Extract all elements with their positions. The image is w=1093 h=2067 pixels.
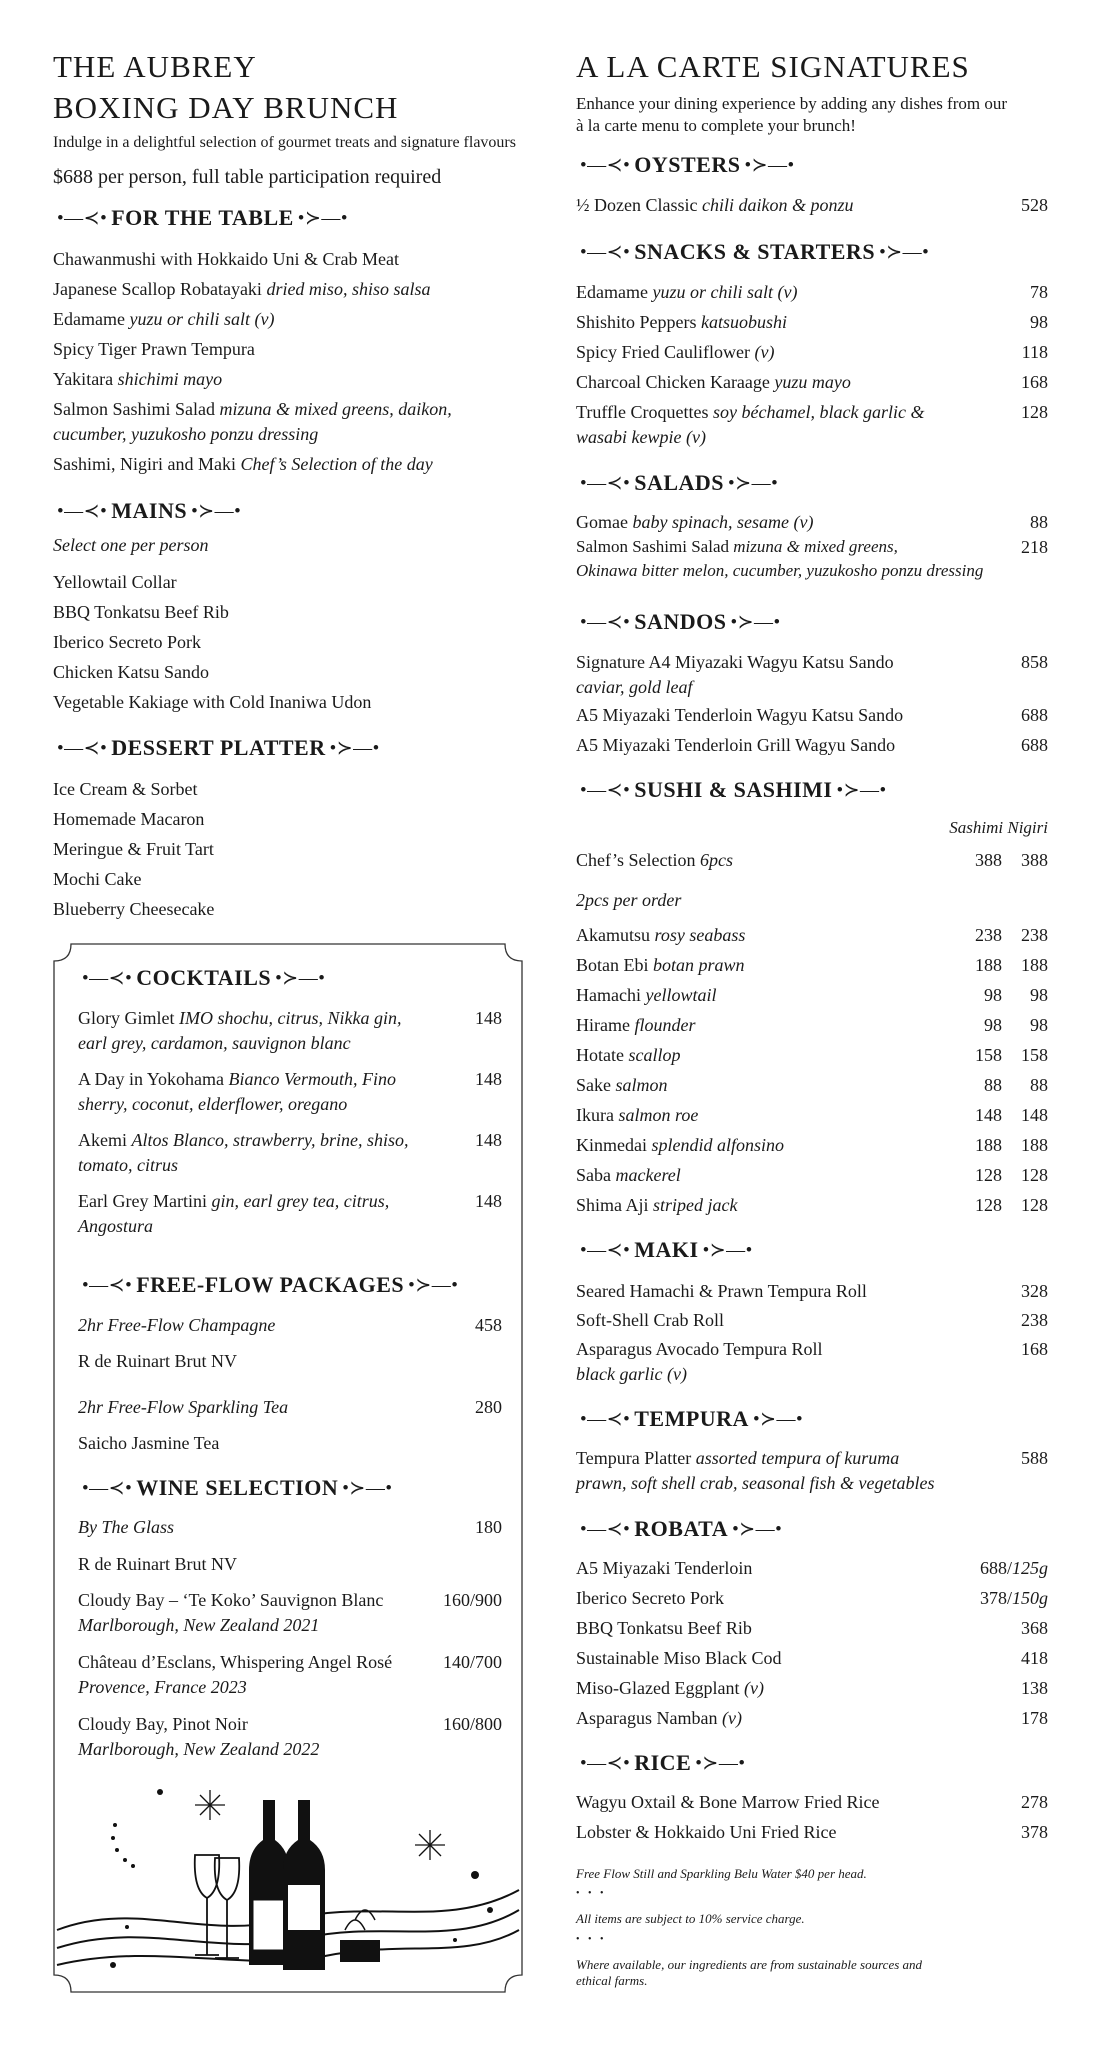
section-heading-dessert: •—≺• DESSERT PLATTER •≻—• — [57, 735, 380, 760]
free-flow-package-1-item: R de Ruinart Brut NV — [78, 1351, 237, 1371]
list-item: Chawanmushi with Hokkaido Uni & Crab Meat — [53, 249, 399, 269]
list-item: A5 Miyazaki Tenderloin 688/125g — [576, 1558, 1048, 1578]
section-heading-snacks: •—≺• SNACKS & STARTERS •≻—• — [580, 239, 930, 264]
section-heading-wine: •—≺• WINE SELECTION •≻—• — [82, 1475, 393, 1500]
brunch-title: THE AUBREY BOXING DAY BRUNCH — [53, 49, 399, 125]
cocktails-list — [78, 1006, 502, 1239]
section-heading-sandos: •—≺• SANDOS •≻—• — [580, 609, 781, 634]
section-heading-rice: •—≺• RICE •≻—• — [580, 1750, 746, 1775]
a-la-carte-title: A LA CARTE SIGNATURES — [576, 49, 970, 84]
list-item: Spicy Tiger Prawn Tempura — [53, 339, 255, 359]
salads-list — [576, 510, 1048, 583]
mains-list — [53, 570, 528, 715]
list-item: Hirame flounder 98 98 — [576, 1015, 1048, 1035]
list-item: Wagyu Oxtail & Bone Marrow Fried Rice 278 — [576, 1792, 1048, 1812]
list-item: Tempura Platter assorted tempura of kuruma prawn, soft shell crab, seasonal fish & vegetables 588 — [576, 1448, 1048, 1493]
list-item: Charcoal Chicken Karaage yuzu mayo 168 — [576, 372, 1048, 392]
list-item: Château d’Esclans, Whispering Angel Rosé Provence, France 2023 140/700 — [78, 1652, 502, 1697]
section-heading-robata: •—≺• ROBATA •≻—• — [580, 1516, 783, 1541]
list-item: Chicken Katsu Sando — [53, 662, 209, 682]
list-item: Yakitara shichimi mayo — [53, 369, 223, 389]
list-item: Miso-Glazed Eggplant (v) 138 — [576, 1678, 1048, 1698]
section-heading-oysters: •—≺• OYSTERS •≻—• — [580, 152, 795, 177]
list-item: ½ Dozen Classic chili daikon & ponzu 528 — [576, 195, 1048, 215]
section-heading-salads: •—≺• SALADS •≻—• — [580, 470, 779, 495]
list-item: Gomae baby spinach, sesame (v) 88 — [576, 512, 1048, 532]
sourcing-note: Where available, our ingredients are from sustainable sources and ethical farms. — [576, 1957, 923, 1988]
list-item: Botan Ebi botan prawn 188 188 — [576, 955, 1048, 975]
list-item: Mochi Cake — [53, 869, 142, 889]
list-item: Shishito Peppers katsuobushi 98 — [576, 312, 1048, 332]
a-la-carte-intro: Enhance your dining experience by adding any dishes from our à la carte menu to complete your brunch! — [576, 94, 1008, 135]
list-item: Saba mackerel 128 128 — [576, 1165, 1048, 1185]
free-flow-package-1: 2hr Free-Flow Champagne 458 — [78, 1315, 502, 1335]
service-charge-note: All items are subject to 10% service charge. — [576, 1911, 805, 1926]
list-item: Cloudy Bay – ‘Te Koko’ Sauvignon Blanc Marlborough, New Zealand 2021 160/900 — [78, 1590, 502, 1635]
section-heading-mains: •—≺• MAINS •≻—• — [57, 498, 242, 523]
list-item: Asparagus Namban (v) 178 — [576, 1708, 1048, 1728]
list-item: Edamame yuzu or chili salt (v) — [53, 309, 275, 329]
list-item: Glory Gimlet IMO shochu, citrus, Nikka gin, earl grey, cardamon, sauvignon blanc 148 — [78, 1008, 502, 1053]
list-item: Salmon Sashimi Salad mizuna & mixed greens, daikon, cucumber, yuzukosho ponzu dressing — [53, 399, 452, 444]
note-divider: • • • — [576, 1888, 607, 1899]
list-item: Shima Aji striped jack 128 128 — [576, 1195, 1048, 1215]
list-item: Yellowtail Collar — [53, 572, 177, 592]
sushi-per-order-note: 2pcs per order — [576, 890, 682, 910]
wine-list — [78, 1588, 502, 1762]
sushi-list — [576, 923, 1048, 1218]
list-item: BBQ Tonkatsu Beef Rib — [53, 602, 229, 622]
list-item: Sustainable Miso Black Cod 418 — [576, 1648, 1048, 1668]
brunch-subtitle: Indulge in a delightful selection of gourmet treats and signature flavours — [53, 134, 516, 151]
list-item: Iberico Secreto Pork 378/150g — [576, 1588, 1048, 1608]
wine-by-glass: By The Glass 180 — [78, 1517, 502, 1537]
note-divider: • • • — [576, 1934, 607, 1945]
list-item: Edamame yuzu or chili salt (v) 78 — [576, 282, 1048, 302]
maki-list — [576, 1279, 1048, 1387]
free-flow-package-2-item: Saicho Jasmine Tea — [78, 1433, 220, 1453]
sandos-list — [576, 650, 1048, 758]
mains-note: Select one per person — [53, 535, 209, 555]
list-item: Japanese Scallop Robatayaki dried miso, shiso salsa — [53, 279, 431, 299]
list-item: Soft-Shell Crab Roll 238 — [576, 1310, 1048, 1330]
list-item: Spicy Fried Cauliflower (v) 118 — [576, 342, 1048, 362]
wine-bottles-illustration — [55, 1780, 521, 1990]
list-item: Homemade Macaron — [53, 809, 205, 829]
list-item: A5 Miyazaki Tenderloin Wagyu Katsu Sando 688 — [576, 705, 1048, 725]
dessert-list — [53, 777, 528, 922]
list-item: Sashimi, Nigiri and Maki Chef’s Selection of the day — [53, 454, 433, 474]
sushi-column-headers: Sashimi Nigiri — [949, 818, 1048, 837]
sushi-chef-selection: Chef’s Selection 6pcs 388 388 — [576, 850, 1048, 870]
list-item: Earl Grey Martini gin, earl grey tea, citrus, Angostura 148 — [78, 1191, 502, 1236]
brunch-price-note: $688 per person, full table participation required — [53, 166, 442, 188]
rice-list — [576, 1790, 1048, 1845]
list-item: Meringue & Fruit Tart — [53, 839, 214, 859]
list-item: Signature A4 Miyazaki Wagyu Katsu Sando caviar, gold leaf 858 — [576, 652, 1048, 697]
section-heading-tempura: •—≺• TEMPURA •≻—• — [580, 1406, 804, 1431]
list-item: Kinmedai splendid alfonsino 188 188 — [576, 1135, 1048, 1155]
robata-list — [576, 1556, 1048, 1731]
list-item: Salmon Sashimi Salad mizuna & mixed greens, Okinawa bitter melon, cucumber, yuzukosho ponzu dressing 218 — [576, 537, 1048, 580]
section-heading-for-the-table: •—≺• FOR THE TABLE •≻—• — [57, 205, 349, 230]
list-item: Hotate scallop 158 158 — [576, 1045, 1048, 1065]
list-item: Ice Cream & Sorbet — [53, 779, 198, 799]
list-item: Cloudy Bay, Pinot Noir Marlborough, New Zealand 2022 160/800 — [78, 1714, 502, 1759]
list-item: Akamutsu rosy seabass 238 238 — [576, 925, 1048, 945]
list-item: Asparagus Avocado Tempura Roll black garlic (v) 168 — [576, 1339, 1048, 1384]
water-note: Free Flow Still and Sparkling Belu Water $40 per head. — [576, 1866, 867, 1881]
section-heading-free-flow: •—≺• FREE-FLOW PACKAGES •≻—• — [82, 1272, 459, 1297]
list-item: Iberico Secreto Pork — [53, 632, 201, 652]
list-item: Sake salmon 88 88 — [576, 1075, 1048, 1095]
list-item: Blueberry Cheesecake — [53, 899, 215, 919]
list-item: Seared Hamachi & Prawn Tempura Roll 328 — [576, 1281, 1048, 1301]
section-heading-cocktails: •—≺• COCKTAILS •≻—• — [82, 965, 326, 990]
list-item: A Day in Yokohama Bianco Vermouth, Fino sherry, coconut, elderflower, oregano 148 — [78, 1069, 502, 1114]
list-item: Lobster & Hokkaido Uni Fried Rice 378 — [576, 1822, 1048, 1842]
free-flow-package-2: 2hr Free-Flow Sparkling Tea 280 — [78, 1397, 502, 1417]
list-item: BBQ Tonkatsu Beef Rib 368 — [576, 1618, 1048, 1638]
section-heading-maki: •—≺• MAKI •≻—• — [580, 1237, 753, 1262]
list-item: A5 Miyazaki Tenderloin Grill Wagyu Sando 688 — [576, 735, 1048, 755]
list-item: Hamachi yellowtail 98 98 — [576, 985, 1048, 1005]
section-heading-sushi: •—≺• SUSHI & SASHIMI •≻—• — [580, 777, 887, 802]
wine-by-glass-item: R de Ruinart Brut NV — [78, 1554, 237, 1574]
list-item: Akemi Altos Blanco, strawberry, brine, shiso, tomato, citrus 148 — [78, 1130, 502, 1175]
list-item: Vegetable Kakiage with Cold Inaniwa Udon — [53, 692, 372, 712]
list-item: Truffle Croquettes soy béchamel, black garlic & wasabi kewpie (v) 128 — [576, 402, 1048, 447]
for-the-table-list — [53, 247, 528, 477]
snacks-list — [576, 280, 1048, 450]
list-item: Ikura salmon roe 148 148 — [576, 1105, 1048, 1125]
